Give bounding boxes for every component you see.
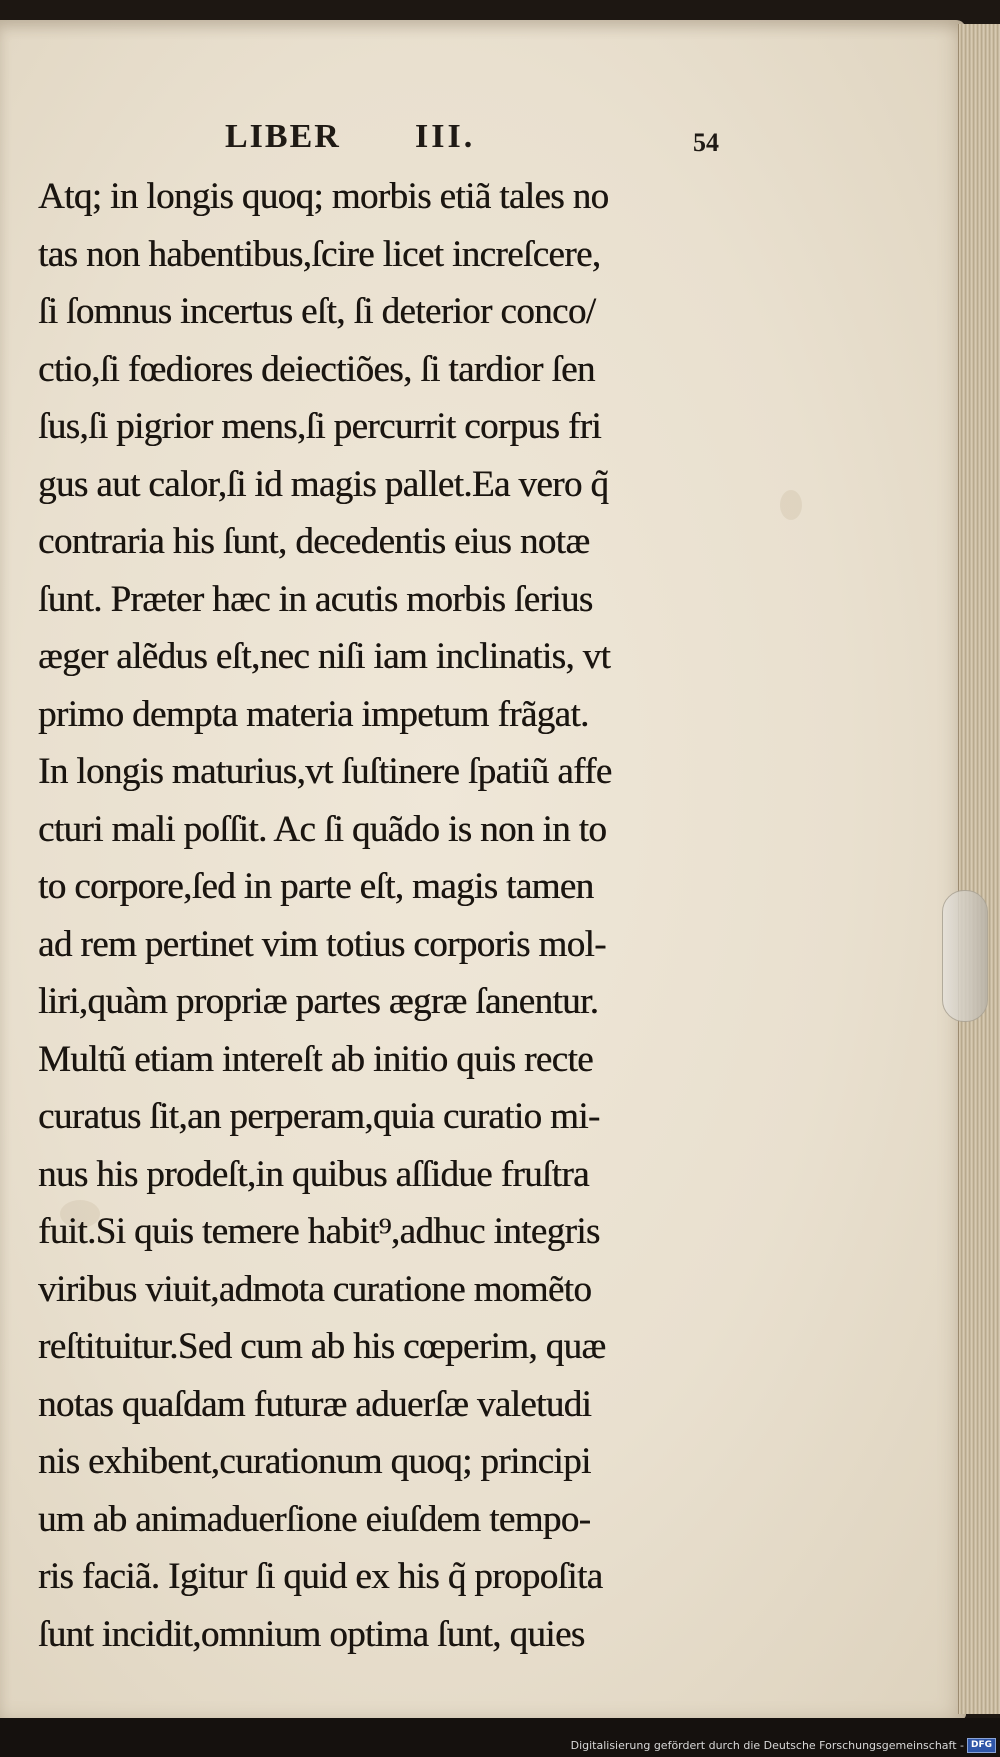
text-line: um ab animaduerſione eiuſdem tempo- [38, 1498, 591, 1540]
text-line: primo dempta materia impetum frãgat. [38, 693, 589, 735]
text-line: ſus,ſi pigrior mens,ſi percurrit corpus fri [38, 406, 601, 447]
text-line: ſunt incidit,omnium optima ſunt, quies [38, 1613, 585, 1655]
page-header [225, 110, 745, 160]
page-edges [958, 24, 1000, 1714]
text-line: viribus viuit,admota curatione momẽto [38, 1268, 592, 1310]
text-line: Multũ etiam intereſt ab initio quis recte [38, 1038, 593, 1080]
digitization-credit [571, 1738, 996, 1753]
body-text [38, 168, 738, 1663]
text-line: liri,quàm propriæ partes ægræ ſanentur. [38, 981, 599, 1022]
running-title: LIBER [225, 118, 341, 155]
text-line: tas non habentibus,ſcire licet increſcere, [38, 233, 601, 275]
folio-number: 54 [693, 128, 719, 157]
text-line: reſtituitur.Sed cum ab his cœperim, quæ [38, 1326, 606, 1367]
text-line: fuit.Si quis temere habit⁹,adhuc integris [38, 1211, 600, 1252]
book-clasp [942, 890, 988, 1022]
text-line: In longis maturius,vt ſuſtinere ſpatiũ affe [38, 751, 612, 792]
text-line: ſunt. Præter hæc in acutis morbis ſerius [38, 578, 593, 620]
text-line: gus aut calor,ſi id magis pallet.Ea vero q̃ [38, 463, 609, 505]
text-line: cturi mali poſſit. Ac ſi quãdo is non in to [38, 808, 607, 850]
scan-top-border [0, 0, 1000, 22]
dfg-logo: DFG [967, 1738, 996, 1753]
text-line: æger alẽdus eſt,nec niſi iam inclinatis, vt [38, 636, 611, 677]
text-line: Atq; in longis quoq; morbis etiã tales no [38, 176, 609, 217]
text-line: ris faciã. Igitur ſi quid ex his q̃ propoſita [38, 1556, 603, 1597]
text-line: notas quaſdam futuræ aduerſæ valetudi [38, 1383, 592, 1425]
book-number: III. [415, 118, 476, 155]
credit-text: Digitalisierung gefördert durch die Deutsche Forschungsgemeinschaft - [570, 1739, 964, 1752]
text-line: contraria his ſunt, decedentis eius notæ [38, 521, 590, 562]
text-line: ad rem pertinet vim totius corporis mol- [38, 923, 606, 965]
text-line: ctio,ſi fœdiores deiectiões, ſi tardior ſen [38, 348, 595, 390]
text-line: ſi ſomnus incertus eſt, ſi deterior conco/ [38, 291, 596, 332]
text-line: curatus ſit,an perperam,quia curatio mi- [38, 1096, 600, 1137]
text-line: to corpore,ſed in parte eſt, magis tamen [38, 866, 594, 907]
page-stain [780, 490, 802, 520]
text-line: nis exhibent,curationum quoq; principi [38, 1441, 591, 1482]
text-line: nus his prodeſt,in quibus aſſidue fruſtra [38, 1153, 589, 1195]
